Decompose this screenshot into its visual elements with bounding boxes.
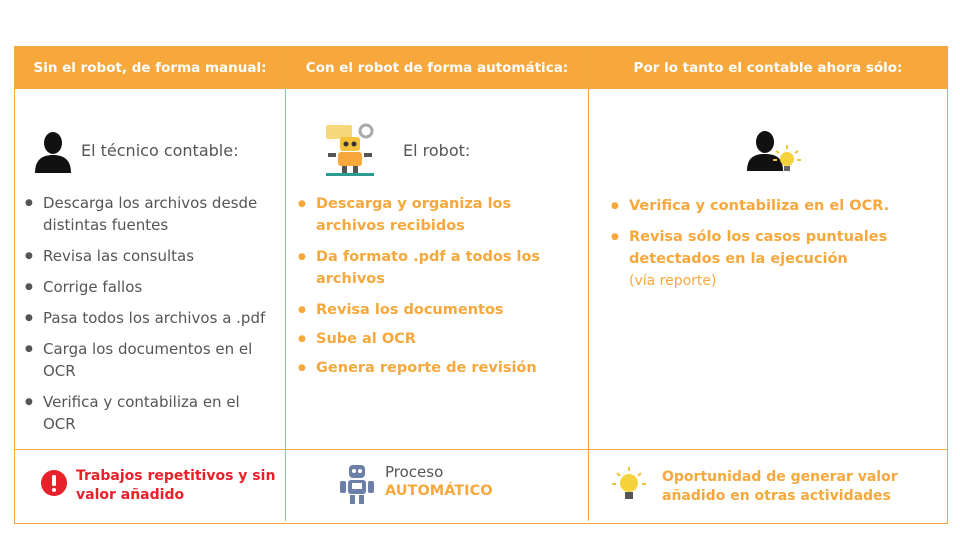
header-automatic: Con el robot de forma automática: bbox=[286, 47, 588, 89]
robot-footer-label: Proceso bbox=[385, 463, 444, 481]
list-item: ● Da formato .pdf a todos los archivos bbox=[298, 246, 580, 290]
list-item: ● Descarga y organiza los archivos recibidos bbox=[298, 193, 580, 237]
list-item-note: (vía reporte) bbox=[629, 273, 717, 289]
list-item: ● Revisa las consultas bbox=[25, 245, 277, 267]
header-result: Por lo tanto el contable ahora sólo: bbox=[589, 47, 947, 89]
robot-icon bbox=[322, 121, 378, 177]
lightbulb-icon bbox=[609, 465, 649, 505]
manual-title: El técnico contable: bbox=[81, 141, 239, 160]
list-item: ● Corrige fallos bbox=[25, 276, 277, 298]
divider bbox=[15, 449, 947, 450]
robot-column bbox=[286, 89, 588, 449]
robot-footer-value: AUTOMÁTICO bbox=[385, 483, 493, 499]
list-item: ● Revisa los documentos bbox=[298, 299, 580, 321]
result-column bbox=[589, 89, 947, 449]
manual-column bbox=[15, 89, 285, 449]
list-item: ● Descarga los archivos desde distintas fuentes bbox=[25, 192, 277, 236]
robot-small-icon bbox=[337, 463, 377, 505]
result-list bbox=[611, 195, 937, 301]
manual-list bbox=[25, 192, 277, 444]
warning-icon bbox=[40, 469, 68, 497]
manual-footer: Trabajos repetitivos y sin valor añadido bbox=[76, 468, 276, 503]
list-item-text: Revisa sólo los casos puntuales detectados en la ejecución bbox=[629, 229, 888, 267]
robot-title: El robot: bbox=[403, 141, 471, 160]
list-item: ● Verifica y contabiliza en el OCR. bbox=[611, 195, 937, 217]
list-item: ● Genera reporte de revisión bbox=[298, 357, 580, 379]
list-item: ● Verifica y contabiliza en el OCR bbox=[25, 391, 277, 435]
person-icon bbox=[31, 129, 75, 173]
robot-list bbox=[298, 193, 580, 388]
robot-footer bbox=[385, 463, 493, 501]
person-idea-icon bbox=[743, 129, 807, 177]
list-item bbox=[611, 226, 937, 292]
header-manual: Sin el robot, de forma manual: bbox=[15, 47, 285, 89]
list-item: ● Pasa todos los archivos a .pdf bbox=[25, 307, 277, 329]
list-item: ● Carga los documentos en el OCR bbox=[25, 338, 277, 382]
result-footer: Oportunidad de generar valor añadido en otras actividades bbox=[662, 469, 898, 504]
list-item: ● Sube al OCR bbox=[298, 328, 580, 350]
comparison-table bbox=[14, 46, 948, 524]
